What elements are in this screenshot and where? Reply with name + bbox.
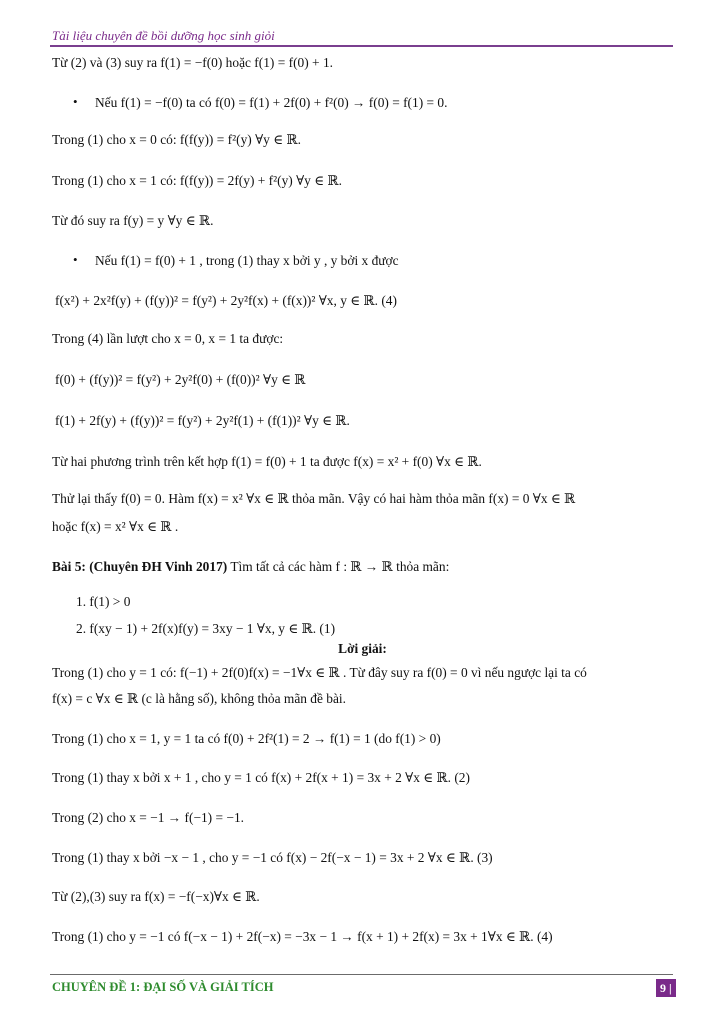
math-line: f(0) + (f(y))² = f(y²) + 2y²f(0) + (f(0))² ∀y ∈ ℝ (55, 372, 306, 387)
condition-1: 1. f(1) > 0 (76, 594, 131, 609)
text-line: Trong (2) cho x = −1 → f(−1) = −1. (52, 810, 244, 825)
math-line: f(1) + 2f(y) + (f(y))² = f(y²) + 2y²f(1) + (f(1))² ∀y ∈ ℝ. (55, 413, 350, 428)
text-line: Thử lại thấy f(0) = 0. Hàm f(x) = x² ∀x ∈ ℝ thỏa mãn. Vậy có hai hàm thỏa mãn f(x) = 0 ∀x ∈ ℝ (52, 491, 576, 506)
text-line: Nếu f(1) = −f(0) ta có f(0) = f(1) + 2f(0) + f²(0) → f(0) = f(1) = 0. (95, 95, 448, 110)
text-line: hoặc f(x) = x² ∀x ∈ ℝ . (52, 519, 179, 534)
text-line: Trong (1) thay x bởi x + 1 , cho y = 1 có f(x) + 2f(x + 1) = 3x + 2 ∀x ∈ ℝ. (2) (52, 770, 470, 785)
solution-heading: Lời giải: (338, 641, 387, 656)
bullet-icon: • (73, 252, 78, 267)
text-line: Trong (1) cho x = 1, y = 1 ta có f(0) + 2f²(1) = 2 → f(1) = 1 (do f(1) > 0) (52, 731, 441, 746)
condition-2: 2. f(xy − 1) + 2f(x)f(y) = 3xy − 1 ∀x, y ∈ ℝ. (1) (76, 621, 336, 636)
text-line: Trong (1) cho y = 1 có: f(−1) + 2f(0)f(x) = −1∀x ∈ ℝ . Từ đây suy ra f(0) = 0 vì nếu ngược lại ta có (52, 665, 587, 680)
text-line: Từ (2),(3) suy ra f(x) = −f(−x)∀x ∈ ℝ. (52, 889, 260, 904)
text-line: f(x) = c ∀x ∈ ℝ (c là hằng số), không thỏa mãn đề bài. (52, 691, 346, 706)
footer-divider (50, 974, 673, 975)
bullet-icon: • (73, 94, 78, 109)
header-title: Tài liệu chuyên đề bồi dưỡng học sinh giỏi (52, 28, 275, 43)
text-line: Trong (1) cho x = 0 có: f(f(y)) = f²(y) ∀y ∈ ℝ. (52, 132, 301, 147)
problem-line (52, 558, 449, 576)
text-line: Nếu f(1) = f(0) + 1 , trong (1) thay x bởi y , y bởi x được (95, 253, 399, 268)
text-line: Từ đó suy ra f(y) = y ∀y ∈ ℝ. (52, 213, 214, 228)
text-line: Từ (2) và (3) suy ra f(1) = −f(0) hoặc f(1) = f(0) + 1. (52, 55, 333, 70)
text-line: Trong (1) thay x bởi −x − 1 , cho y = −1 có f(x) − 2f(−x − 1) = 3x + 2 ∀x ∈ ℝ. (3) (52, 850, 493, 865)
page-number: 9 | (656, 979, 676, 997)
problem-statement: Tìm tất cả các hàm f : ℝ → ℝ thỏa mãn: (230, 559, 450, 574)
text-line: Trong (1) cho y = −1 có f(−x − 1) + 2f(−x) = −3x − 1 → f(x + 1) + 2f(x) = 3x + 1∀x ∈ ℝ. (4) (52, 929, 553, 944)
math-line: f(x²) + 2x²f(y) + (f(y))² = f(y²) + 2y²f(x) + (f(x))² ∀x, y ∈ ℝ. (4) (55, 293, 397, 308)
footer-title: CHUYÊN ĐỀ 1: ĐẠI SỐ VÀ GIẢI TÍCH (52, 980, 274, 994)
text-line: Từ hai phương trình trên kết hợp f(1) = f(0) + 1 ta được f(x) = x² + f(0) ∀x ∈ ℝ. (52, 454, 482, 469)
problem-label: Bài 5: (Chuyên ĐH Vinh 2017) (52, 559, 228, 574)
header-divider (50, 45, 673, 47)
text-line: Trong (4) lần lượt cho x = 0, x = 1 ta được: (52, 331, 284, 346)
text-line: Trong (1) cho x = 1 có: f(f(y)) = 2f(y) + f²(y) ∀y ∈ ℝ. (52, 173, 342, 188)
